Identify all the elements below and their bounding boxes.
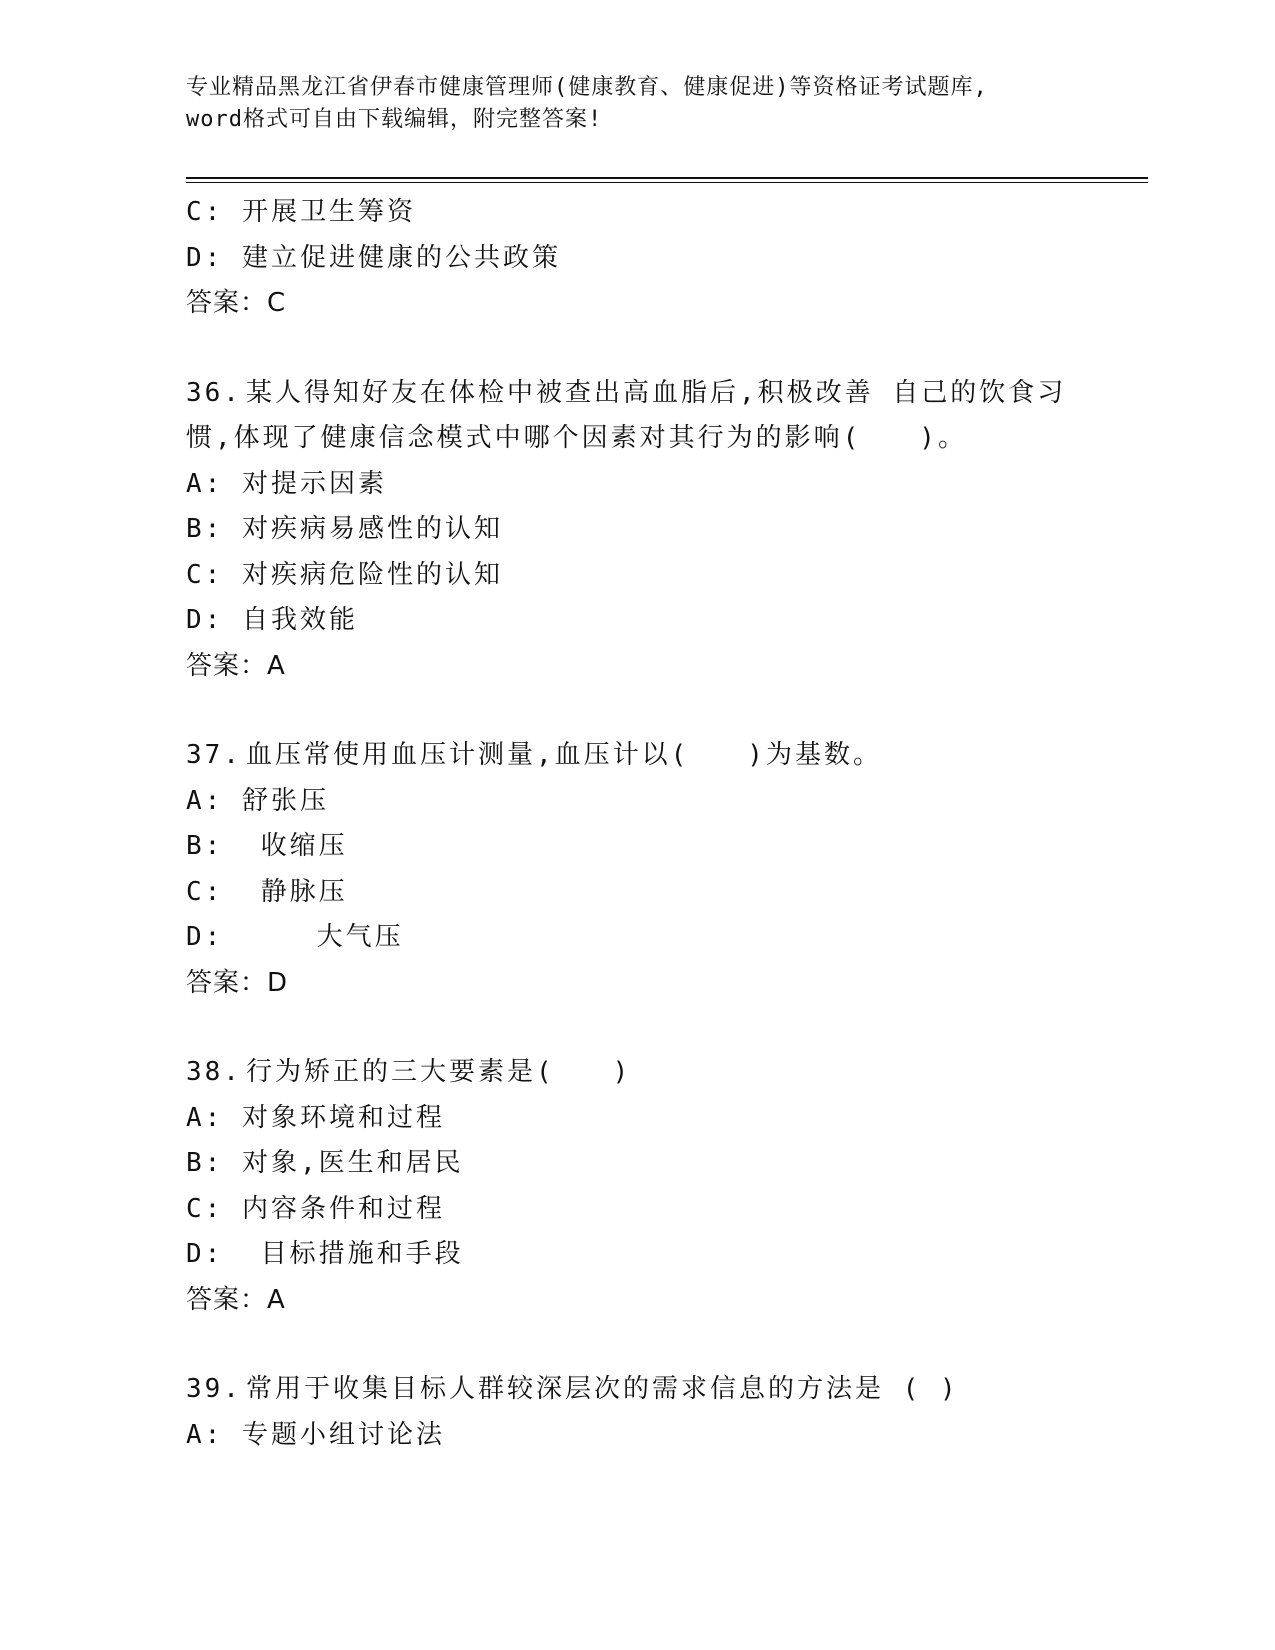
option-item: C: 静脉压 [186, 876, 348, 907]
header-divider-thick [186, 177, 1148, 179]
spacer [186, 1323, 1146, 1367]
question-number: 39. [186, 1374, 242, 1404]
option-item: A: 对象环境和过程 [186, 1102, 445, 1133]
option-item: A: 专题小组讨论法 [186, 1419, 445, 1450]
question-stem [186, 733, 1146, 779]
spacer [186, 1006, 1146, 1050]
question-number: 38. [186, 1057, 242, 1087]
question-stem [186, 371, 1146, 417]
question-block [186, 1367, 1146, 1458]
question-block [186, 1050, 1146, 1323]
question-stem-continued: 惯,体现了健康信念模式中哪个因素对其行为的影响( )。 [186, 423, 967, 453]
option-item: D: 大气压 [186, 922, 404, 952]
question-block [186, 733, 1146, 1006]
question-list [186, 190, 1146, 1458]
answer-line: 答案：C [186, 288, 287, 318]
option-item: A: 对提示因素 [186, 468, 387, 499]
question-number: 36. [186, 377, 242, 408]
answer-line: 答案：D [186, 967, 289, 998]
question-stem [186, 1050, 1146, 1096]
document-header [186, 72, 1086, 136]
carryover-block [186, 190, 1146, 327]
header-line-2: word格式可自由下载编辑，附完整答案! [186, 107, 603, 132]
option-item: D: 目标措施和手段 [186, 1239, 464, 1269]
option-item: B: 对象,医生和居民 [186, 1148, 464, 1178]
question-number: 37. [186, 740, 242, 770]
header-divider-thin [186, 182, 1148, 183]
spacer [186, 327, 1146, 371]
answer-line: 答案：A [186, 650, 286, 681]
answer-line: 答案：A [186, 1284, 286, 1315]
question-text: 血压常使用血压计测量,血压计以( )为基数。 [246, 740, 882, 770]
header-line-1: 专业精品黑龙江省伊春市健康管理师(健康教育、健康促进)等资格证考试题库, [186, 75, 988, 100]
option-item: A: 舒张压 [186, 785, 329, 816]
option-item: C: 对疾病危险性的认知 [186, 559, 503, 590]
question-stem [186, 1367, 1146, 1413]
option-item: C: 内容条件和过程 [186, 1193, 445, 1224]
question-text: 某人得知好友在体检中被查出高血脂后,积极改善 自己的饮食习 [246, 377, 1067, 408]
option-item: C: 开展卫生筹资 [186, 197, 416, 227]
option-item: B: 收缩压 [186, 831, 348, 861]
option-item: D: 自我效能 [186, 605, 358, 635]
spacer [186, 689, 1146, 733]
question-text: 行为矫正的三大要素是( ) [246, 1057, 632, 1087]
question-text: 常用于收集目标人群较深层次的需求信息的方法是 ( ) [246, 1374, 959, 1404]
option-item: B: 对疾病易感性的认知 [186, 514, 503, 544]
question-block [186, 371, 1146, 690]
option-item: D: 建立促进健康的公共政策 [186, 242, 561, 273]
